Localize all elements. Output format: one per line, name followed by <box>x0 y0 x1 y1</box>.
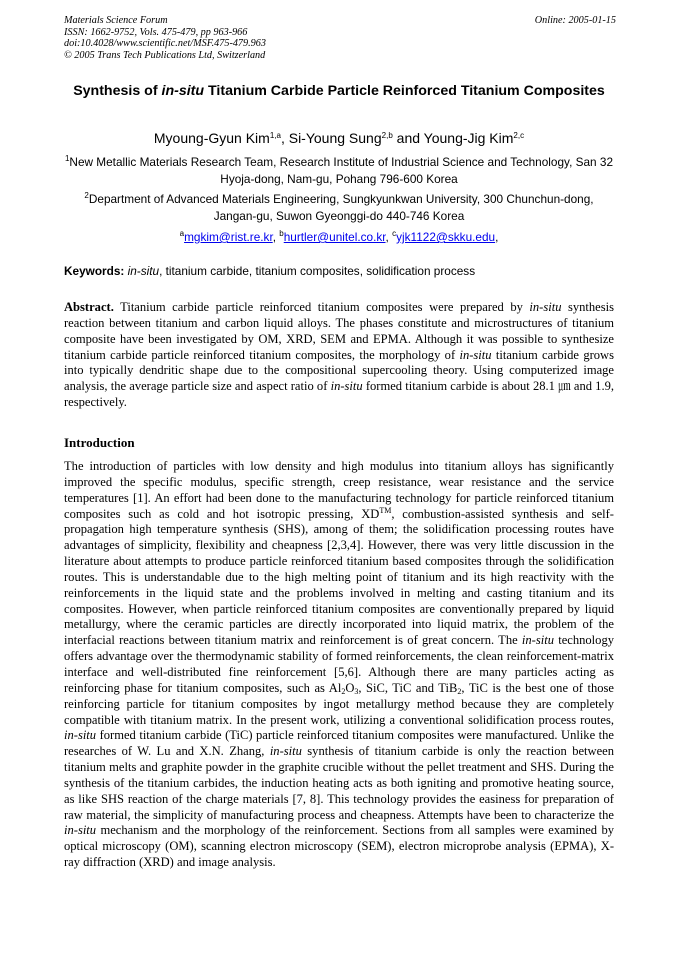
intro-text: formed titanium carbide (TiC) particle reinforced titanium composites were manufactured. Unlike the researches of W. Lu and X.N. Zhang, <box>64 728 614 759</box>
affiliation-2 <box>64 191 614 224</box>
keywords-label: Keywords: <box>64 264 125 278</box>
introduction-body <box>64 459 614 871</box>
subscript: 2 <box>457 686 462 696</box>
intro-text: O <box>345 680 355 695</box>
affiliation-1 <box>64 154 614 187</box>
author-separator: and <box>392 130 424 146</box>
intro-text: mechanism and the morphology of the reinforcement. Sections from all samples were examined by optical microscopy (OM), scanning electron microscopy (SEM), electron microprobe analysis (EPMA), X-ray diffraction (XRD) and image analysis. <box>64 823 614 870</box>
affiliation-1-text: New Metallic Materials Research Team, Research Institute of Industrial Science and Technology, San 32 Hyoja-dong, Nam-gu, Pohang 796-600 Korea <box>69 155 614 186</box>
email-link-a[interactable]: mgkim@rist.re.kr <box>184 230 273 244</box>
affiliation-2-text: Department of Advanced Materials Engineering, Sungkyunkwan University, 300 Chunchun-dong, Jangan-gu, Suwon Gyeonggi-do 440-746 Korea <box>88 192 594 223</box>
abstract-text: titanium carbide grows into typically dendritic shape due to the compositional supercooling theory. Using computerized image analysis, the average particle size and aspect ratio of <box>64 347 614 394</box>
title-part2: Titanium Carbide Particle Reinforced Titanium Composites <box>204 83 605 99</box>
email-separator: , <box>385 230 393 244</box>
abstract-label: Abstract. <box>64 300 114 314</box>
abstract-italic: in-situ <box>459 347 492 362</box>
email-a-mark: a <box>179 229 185 238</box>
online-date: Online: 2005-01-15 <box>534 15 616 26</box>
title-part1: Synthesis of <box>73 83 162 99</box>
email-b-mark: b <box>279 229 284 238</box>
author-3: Young-Jig Kim <box>423 130 514 146</box>
intro-text: technology offers advantage over the thermodynamic stability of formed reinforcements, the clean reinforcement-matrix interface and well-distributed fine reinforcement [5,6]. Although there are many particles acting as reinforcing phase for titanium composites, such as Al <box>64 633 614 695</box>
intro-text: The introduction of particles with low density and high modulus into titanium alloys has significantly improved the specific modulus, specific strength, creep resistance, wear resistance and the service temperatures [1]. An effort had been done to the manufacturing technology for particle reinforced titanium composites such as cold and hot isotropic pressing, XD <box>64 459 614 521</box>
abstract-text: synthesis reaction between titanium and carbon liquid alloys. The phases constitute and microstructures of titanium composite have been investigated by OM, XRD, SEM and EPMA. Although it was possible to synthesize titanium carbide particle reinforced titanium composites, the morphology of <box>64 300 615 362</box>
affiliation-1-mark: 1 <box>64 154 70 163</box>
keywords-italic: in-situ <box>124 264 160 278</box>
paper-title <box>64 82 614 101</box>
intro-italic: in-situ <box>64 823 97 838</box>
journal-header <box>64 15 616 61</box>
author-1-affiliation-mark: 1,a <box>269 131 281 140</box>
journal-info <box>64 15 616 61</box>
subscript: 2 <box>341 686 346 696</box>
intro-italic: in-situ <box>521 633 554 648</box>
author-2-affiliation-mark: 2,b <box>381 131 393 140</box>
author-separator: , <box>280 130 289 146</box>
keywords <box>64 263 616 279</box>
intro-text: , TiC is the best one of those reinforcing particle for titanium composites by ingot metallurgy method because they are completely compatible with titanium matrix. In the present work, utilizing a conventional solidification process routes, <box>64 680 614 727</box>
email-c-mark: c <box>392 229 397 238</box>
introduction-heading: Introduction <box>64 435 135 450</box>
email-trailing-comma: , <box>495 230 499 244</box>
author-2: Si-Young Sung <box>288 130 382 146</box>
author-1: Myoung-Gyun Kim <box>153 130 270 146</box>
abstract-italic: in-situ <box>529 300 562 314</box>
intro-text: , combustion-assisted synthesis and self-propagation high temperature synthesis (SHS), among of them; the solidification processing routes have advantages of simplicity, flexibility and cheapness [2,3,4]. However, there was very little discussion in the literature about attempts to produce particle reinforced titanium based composites through the solidification routes. This is understandable due to the high melting point of titanium and its high reactivity with the reinforcements in the liquid state and the problems involved in melting and casting titanium and its composites. However, when particle reinforced titanium composites are conventionally prepared by liquid metallurgy, where the ceramic particles are directly incorporated into liquid matrix, the problem of the interfacial reactions between titanium matrix and reinforcement is of great concern. The <box>64 506 614 648</box>
journal-name: Materials Science Forum <box>64 15 168 26</box>
issn-line: ISSN: 1662-9752, Vols. 475-479, pp 963-966 <box>64 26 248 38</box>
intro-italic: in-situ <box>64 728 97 743</box>
abstract <box>64 300 614 411</box>
author-list <box>64 129 614 147</box>
author-emails <box>64 229 614 245</box>
trademark-mark: TM <box>379 505 392 515</box>
email-link-c[interactable]: yjk1122@skku.edu <box>396 230 496 244</box>
doi-line: doi:10.4028/www.scientific.net/MSF.475-479.963 <box>64 38 266 50</box>
intro-text: synthesis of titanium carbide is only the reaction between titanium melts and graphite powder in the graphite crucible without the pellet treatment and SHS. During the synthesis of the titanium carbides, the induction heating acts as both igniting and promotive heating source, as like SHS reaction of the charge materials [7, 8]. This technology provides the easiness for preparation of raw material, the simplicity of manufacturing process and cheapness. Attempts have been to characterize the <box>64 744 614 822</box>
abstract-italic: in-situ <box>330 379 363 394</box>
intro-text: , SiC, TiC and TiB <box>358 680 458 695</box>
author-3-affiliation-mark: 2,c <box>513 131 525 140</box>
copyright-line: © 2005 Trans Tech Publications Ltd, Switzerland <box>64 49 266 61</box>
keywords-text: , titanium carbide, titanium composites, solidification process <box>159 264 476 278</box>
subscript: 3 <box>354 686 359 696</box>
affiliation-2-mark: 2 <box>84 191 89 200</box>
abstract-text: Titanium carbide particle reinforced titanium composites were prepared by <box>113 300 530 314</box>
abstract-text: formed titanium carbide is about 28.1 ㎛ and 1.9, respectively. <box>64 379 614 410</box>
email-link-b[interactable]: hurtler@unitel.co.kr <box>283 230 386 244</box>
intro-italic: in-situ <box>269 744 302 759</box>
email-separator: , <box>272 230 280 244</box>
title-italic: in-situ <box>161 83 205 99</box>
